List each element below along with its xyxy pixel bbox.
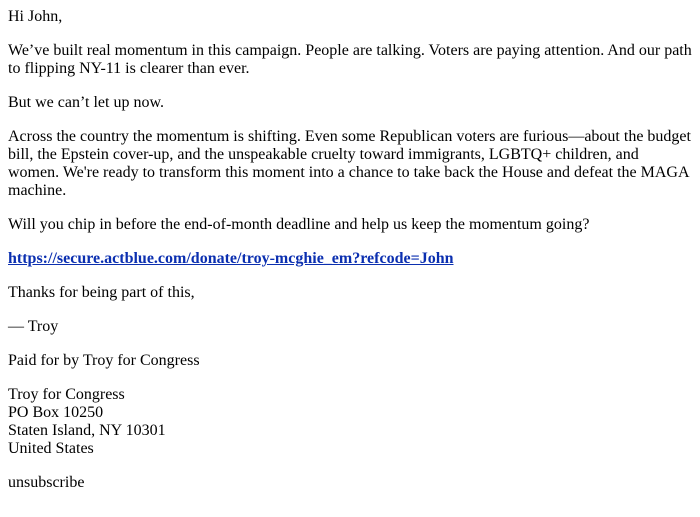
address-country: United States	[8, 440, 94, 457]
unsubscribe-link[interactable]: unsubscribe	[8, 474, 85, 491]
thanks-line: Thanks for being part of this,	[8, 284, 195, 301]
address-po-box: PO Box 10250	[8, 404, 104, 421]
paragraph-momentum: We’ve built real momentum in this campaign. People are talking. Voters are paying attention. And our path to flipping NY-11 is clearer than ever.	[8, 42, 692, 77]
address-city-state-zip: Staten Island, NY 10301	[8, 422, 166, 439]
paid-for-disclaimer: Paid for by Troy for Congress	[8, 352, 200, 369]
paragraph-country-shifting: Across the country the momentum is shifting. Even some Republican voters are furious—about the budget bill, the Epstein cover-up, and the unspeakable cruelty toward immigrants, LGBTQ+ children, and women. We're ready to transform this moment into a chance to take back the House and defeat the MAGA machine.	[8, 128, 691, 199]
mailing-address	[8, 386, 692, 458]
donate-link[interactable]: https://secure.actblue.com/donate/troy-mcghie_em?refcode=John	[8, 250, 454, 267]
address-organization: Troy for Congress	[8, 386, 125, 403]
paragraph-chip-in: Will you chip in before the end-of-month deadline and help us keep the momentum going?	[8, 216, 590, 233]
greeting: Hi John,	[8, 8, 63, 25]
paragraph-cant-let-up: But we can’t let up now.	[8, 94, 164, 111]
donate-link-paragraph	[8, 250, 692, 268]
signature: — Troy	[8, 318, 59, 335]
